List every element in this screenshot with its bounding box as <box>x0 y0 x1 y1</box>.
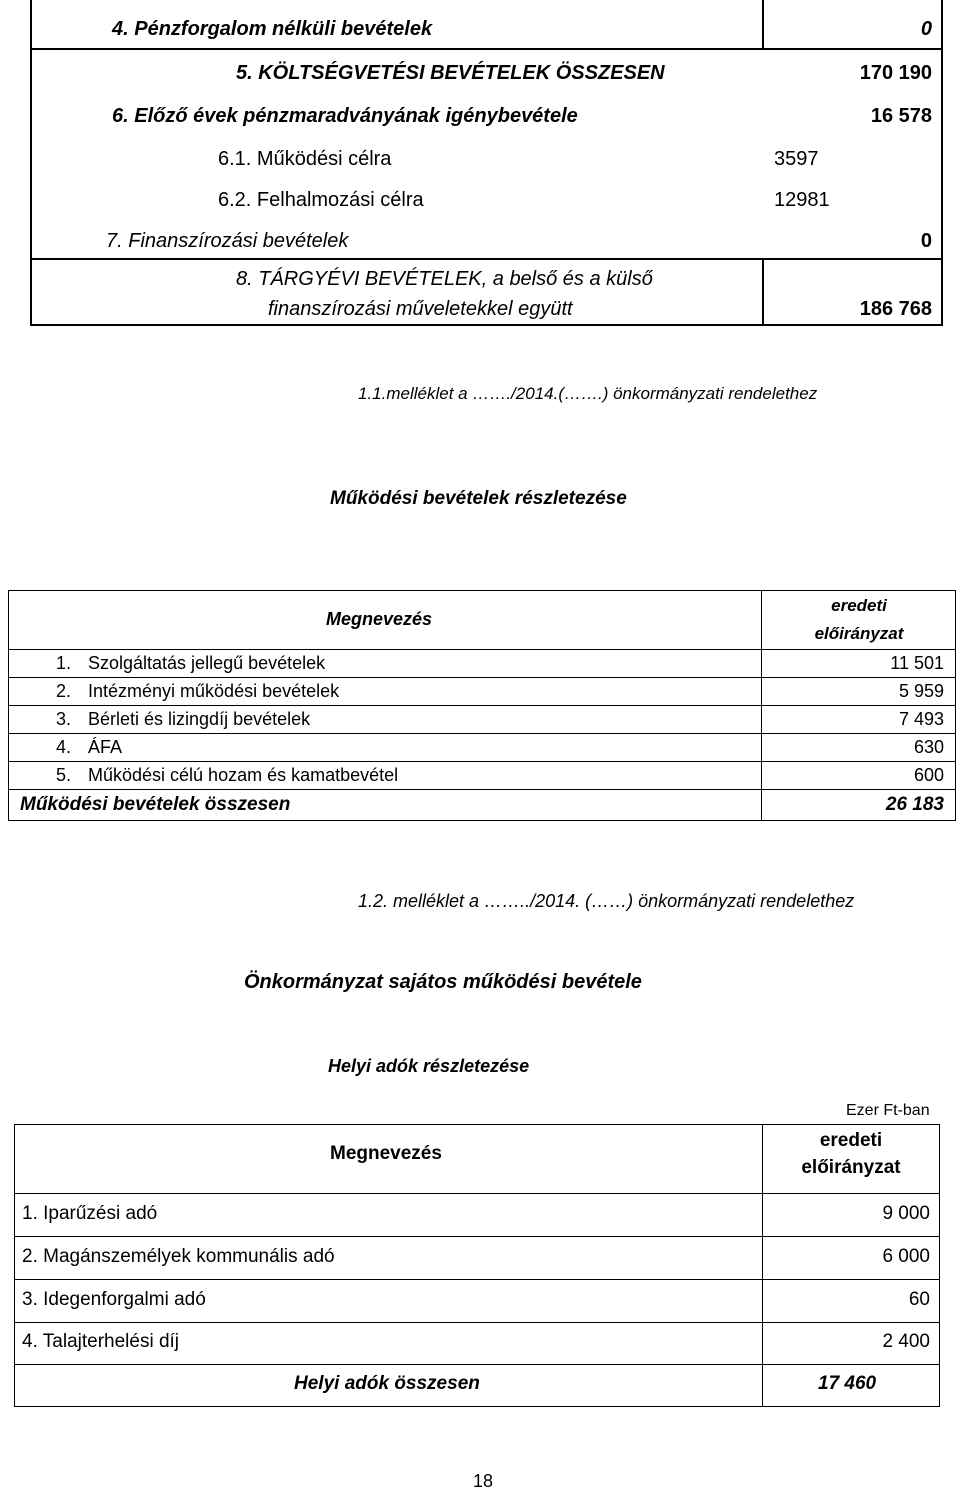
table2-line <box>8 789 956 790</box>
table1-label: 8. TÁRGYÉVI BEVÉTELEK, a belső és a külső <box>236 268 653 290</box>
table3-line <box>14 1193 940 1194</box>
table2-row-label: Bérleti és lizingdíj bevételek <box>88 709 311 729</box>
table3-row-label: 1. Iparűzési adó <box>22 1203 158 1224</box>
table2-row-num: 3. <box>56 709 72 729</box>
table2-row-label: ÁFA <box>88 737 123 757</box>
table1-label: 6.2. Felhalmozási célra <box>218 189 424 211</box>
table3-row-label: 2. Magánszemélyek kommunális adó <box>22 1246 335 1267</box>
table2-line <box>8 649 956 650</box>
table2-row-value: 600 <box>913 765 944 785</box>
table2-total-value: 26 183 <box>885 794 944 815</box>
table2-row-label: Intézményi működési bevételek <box>88 681 340 701</box>
table3-header-name: Megnevezés <box>330 1143 442 1164</box>
table1-label: finanszírozási műveletekkel együtt <box>268 298 573 320</box>
table2-header-value: eredeti <box>831 596 887 615</box>
table1-subvalue: 12981 <box>774 189 830 211</box>
table3-total-value: 17 460 <box>818 1373 877 1394</box>
table2-line <box>8 733 956 734</box>
table2-row-label: Működési célú hozam és kamatbevétel <box>88 765 399 785</box>
table3-line <box>14 1364 940 1365</box>
table1-value: 0 <box>920 230 932 252</box>
table2-row-label: Szolgáltatás jellegű bevételek <box>88 653 326 673</box>
table3-row-value: 6 000 <box>882 1246 930 1267</box>
table1-value: 186 768 <box>859 298 932 320</box>
table3-line <box>14 1236 940 1237</box>
table2-row-value: 7 493 <box>898 709 944 729</box>
table1-label: 4. Pénzforgalom nélküli bevételek <box>112 18 433 40</box>
table2-row-value: 630 <box>913 737 944 757</box>
table2-total-label: Működési bevételek összesen <box>20 794 291 815</box>
table2-row-num: 1. <box>56 653 72 673</box>
table2-row-num: 4. <box>56 737 72 757</box>
table1-row-line <box>30 48 943 50</box>
table1-value: 0 <box>920 18 932 40</box>
table3-header-value: előirányzat <box>801 1157 901 1178</box>
table2-row-num: 2. <box>56 681 72 701</box>
table1-label: 7. Finanszírozási bevételek <box>106 230 349 252</box>
table3-row-label: 3. Idegenforgalmi adó <box>22 1289 206 1310</box>
table1-divider <box>762 0 764 50</box>
table3-vline <box>14 1124 15 1407</box>
table2-header-value: előirányzat <box>814 624 904 643</box>
unit-label: Ezer Ft-ban <box>846 1102 930 1119</box>
table2-line <box>8 761 956 762</box>
table2-vline <box>8 590 9 821</box>
table1-label: 5. KÖLTSÉGVETÉSI BEVÉTELEK ÖSSZESEN <box>236 62 665 84</box>
annex1-title: Működési bevételek részletezése <box>330 488 627 509</box>
table2-line <box>8 820 956 821</box>
table3-line <box>14 1406 940 1407</box>
table3-vline <box>939 1124 940 1407</box>
table1-subvalue: 3597 <box>774 148 819 170</box>
annex2-subtitle: Helyi adók részletezése <box>328 1056 530 1076</box>
table2-line <box>8 677 956 678</box>
table3-total-label: Helyi adók összesen <box>294 1373 480 1394</box>
annex2-caption: 1.2. melléklet a ……../2014. (……) önkormányzati rendelethez <box>358 891 855 911</box>
table1-row-line <box>30 258 943 260</box>
table3-row-label: 4. Talajterhelési díj <box>22 1331 180 1352</box>
annex2-title: Önkormányzat sajátos működési bevétele <box>244 971 642 993</box>
table1-divider-bottom <box>762 258 764 326</box>
table1-label: 6.1. Működési célra <box>218 148 392 170</box>
table3-row-value: 9 000 <box>882 1203 930 1224</box>
table2-header-name: Megnevezés <box>326 609 433 629</box>
table3-line <box>14 1279 940 1280</box>
page-number: 18 <box>473 1471 494 1491</box>
table1-bottom-border <box>30 324 943 326</box>
table3-row-value: 2 400 <box>882 1331 930 1352</box>
table2-row-value: 11 501 <box>890 653 944 673</box>
table1-value: 16 578 <box>870 105 932 127</box>
table3-row-value: 60 <box>908 1289 930 1310</box>
table2-line <box>8 705 956 706</box>
table2-row-num: 5. <box>56 765 72 785</box>
annex1-caption: 1.1.melléklet a ……./2014.(…….) önkormányzati rendelethez <box>358 384 818 403</box>
table1-label: 6. Előző évek pénzmaradványának igénybevétele <box>112 105 578 127</box>
table2-row-value: 5 959 <box>898 681 944 701</box>
table1-value: 170 190 <box>859 62 932 84</box>
table3-line <box>14 1322 940 1323</box>
table3-header-value: eredeti <box>819 1130 883 1151</box>
table3-line <box>14 1124 940 1125</box>
table2-line <box>8 590 956 591</box>
